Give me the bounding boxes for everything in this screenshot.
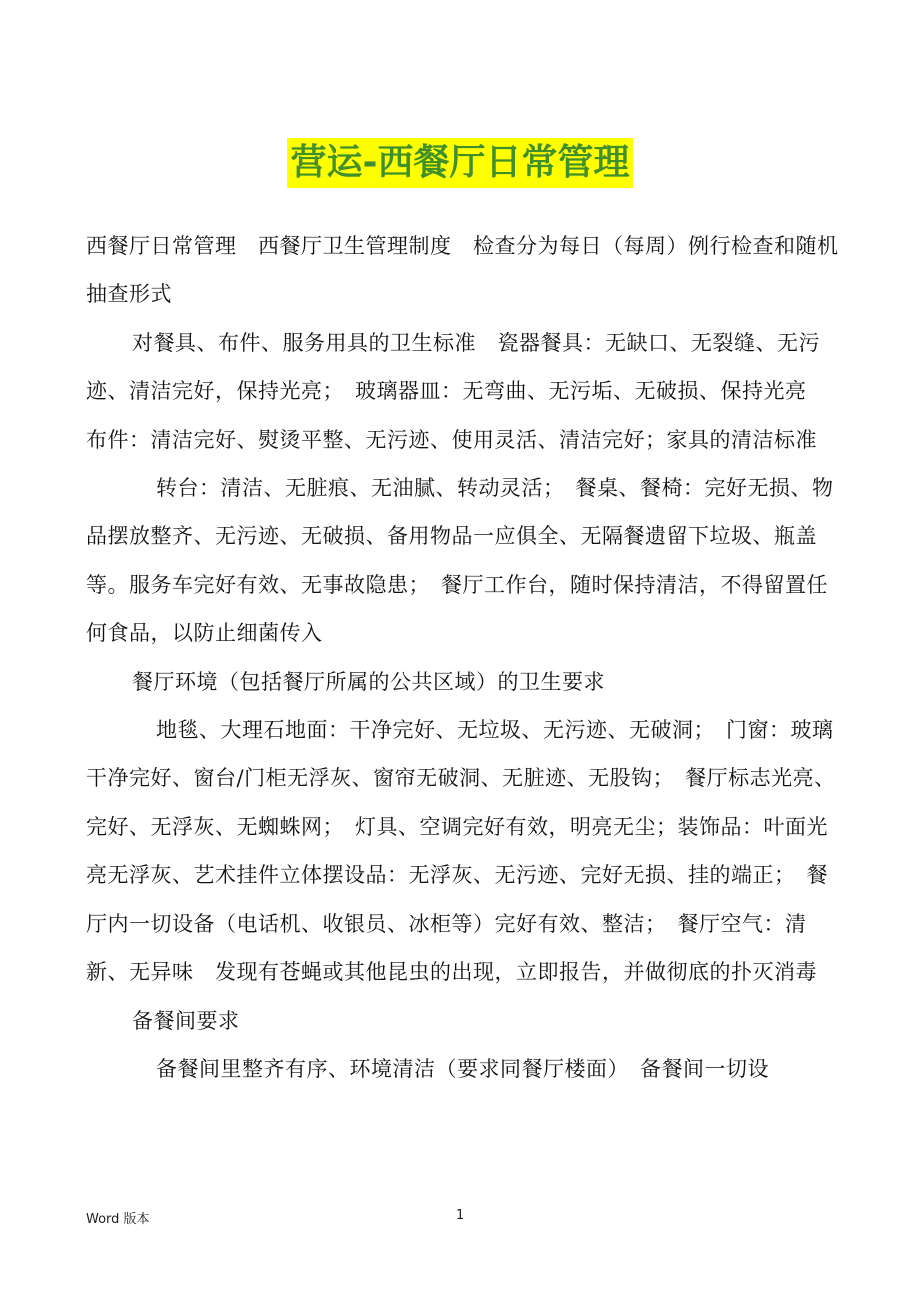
paragraph-tableware-standards: 对餐具、布件、服务用具的卫生标准 瓷器餐具：无缺口、无裂缝、无污迹、清洁完好，保持光亮； 玻璃器皿：无弯曲、无污垢、无破损、保持光亮 布件：清洁完好、熨烫平整、无污迹、使用灵活、清洁完好；家具的清洁标准	[86, 330, 828, 452]
paragraph-environment-requirements: 地毯、大理石地面：干净完好、无垃圾、无污迹、无破洞； 门窗：玻璃干净完好、窗台/门柜无浮灰、窗帘无破洞、无脏迹、无股钩； 餐厅标志光亮、完好、无浮灰、无蜘蛛网； 灯具、空调完好有效，明亮无尘；装饰品：叶面光亮无浮灰、艺术挂件立体摆设品：无浮灰、无污迹、完好无损、挂的端正； 餐厅内一切设备（电话机、收银员、冰柜等）完好有效、整洁； 餐厅空气：清新、无异味 发现有苍蝇或其他昆虫的出现，立即报告，并做彻底的扑灭消毒	[86, 718, 836, 985]
footer-version-label: Word 版本	[86, 1212, 150, 1227]
paragraph-environment-heading: 餐厅环境（包括餐厅所属的公共区域）的卫生要求	[132, 669, 605, 694]
document-body	[86, 222, 846, 1093]
footer-page-number: 1	[456, 1208, 465, 1223]
title-container	[0, 138, 920, 188]
paragraph-pantry-heading: 备餐间要求	[132, 1008, 240, 1033]
document-title: 营运-西餐厅日常管理	[287, 138, 634, 188]
paragraph-pantry-requirements: 备餐间里整齐有序、环境清洁（要求同餐厅楼面） 备餐间一切设	[156, 1056, 769, 1081]
paragraph-intro: 西餐厅日常管理 西餐厅卫生管理制度 检查分为每日（每周）例行检查和随机抽查形式	[86, 234, 839, 307]
paragraph-furniture-standards: 转台：清洁、无脏痕、无油腻、转动灵活； 餐桌、餐椅：完好无损、物品摆放整齐、无污迹、无破损、备用物品一应俱全、无隔餐遗留下垃圾、瓶盖等。服务车完好有效、无事故隐患； 餐厅工作台，随时保持清洁，不得留置任何食品，以防止细菌传入	[86, 476, 834, 646]
